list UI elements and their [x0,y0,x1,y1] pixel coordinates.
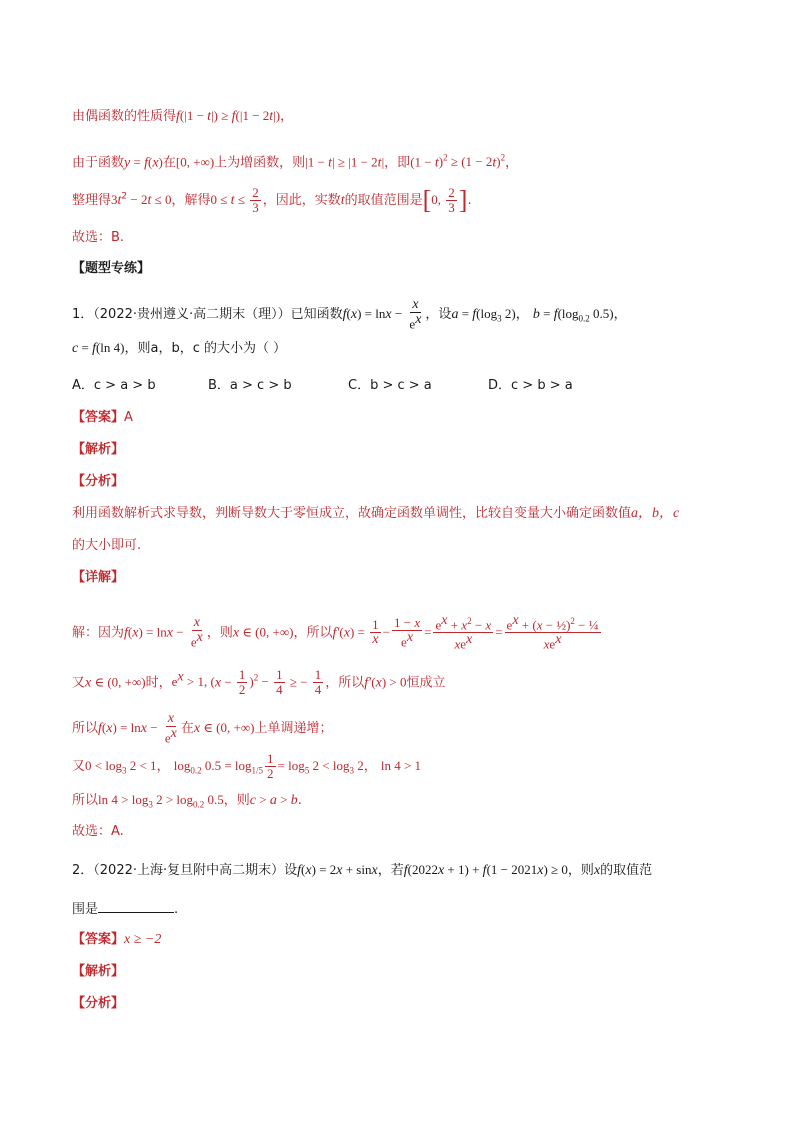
question-2-stem-cont: 围是 . [72,898,178,920]
option-c[interactable]: C．b > c > a [348,378,432,393]
question-1-stem: 1．（2022·贵州遵义·高二期末（理））已知函数f(x) = lnx − $\frac{x}{e^x}$ ，设$a = f(\log_3$ 2)， $b = f(\log_{0.2}$ 0.5)， [72,297,627,332]
detail-line-6: 故选：A. [72,824,124,839]
detail-line-3: 所以f(x) = lnx − $\frac{x}{e^x}$ 在x ∈ (0, +∞)上单调递增； [72,711,333,746]
fenxi-text: 利用函数解析式求导数，判断导数大于零恒成立，故确定函数单调性，比较自变量大小确定函数值a，b，c [72,506,680,521]
detail-line-5: 所以$\ln 4 > \log_3 2 > \log_{0.2} 0.5$，则c > a > b. [72,792,302,810]
text-line: 故选：B. [72,230,125,245]
detail-line-1: 解：因为f(x) = lnx − $\frac{x}{e^x}$ ，则x ∈ (0, +∞)，所以f′(x) = $\frac{1}{x}$ − $\frac{1 - x}{e^x}$ = $\frac{e^x + x^2 - x}{xe^x}$ = $\frac{e^x + (x - \frac{1}{2})^2 - \frac{1}{4}}{xe^x}$ [72,613,599,652]
fenxi-text-cont: 的大小即可. [72,538,142,553]
fenxi-label: 【分析】 [72,474,125,489]
detail-line-4: 又$0 < \log_3 2 < 1$， $\log_{0.2} 0.5 = \log_{1/5}$ $\frac{1}{2}$ = $\log_5 2 < \log_3 2$， ln 4 > 1 [72,751,422,781]
text-line: 由于函数y = f(x)在[0, +∞)上为增函数，则|1 − t| ≥ |1 − 2t|，即$(1 - t)^2 \ge (1 - 2t)^2$， [72,153,519,171]
q2-jiexi-label: 【解析】 [72,964,125,979]
xiangjie-label: 【详解】 [72,570,125,585]
option-d[interactable]: D．c > b > a [488,378,573,393]
text-line: 整理得$3t^2 - 2t \le 0$，解得0 ≤ t ≤ $\frac{2}{3}$ ，因此，实数t的取值范围是[0, $\frac{2}{3}$ ]. [72,185,472,215]
answer-line: 【答案】A [72,410,133,425]
detail-line-2: 又x ∈ (0, +∞)时，$e^x > 1$, (x − $\frac{1}{2}$ )$^2$ − $\frac{1}{4}$ ≥ − $\frac{1}{4}$ ，所以f′(x) > 0恒成立 [72,667,446,698]
option-a[interactable]: A．c > a > b [72,378,156,393]
section-title: 【题型专练】 [72,261,151,276]
question-2-stem: 2．（2022·上海·复旦附中高二期末）设f(x) = 2x + sinx，若f(2022x + 1) + f(1 − 2021x) ≥ 0，则x的取值范 [72,862,653,878]
jiexi-label: 【解析】 [72,442,125,457]
text-line: 由偶函数的性质得f(|1 − t|) ≥ f(|1 − 2t|)， [72,108,294,124]
option-b[interactable]: B．a > c > b [208,378,292,393]
q2-fenxi-label: 【分析】 [72,996,125,1011]
answer-blank[interactable] [98,898,174,913]
question-1-stem-cont: c = f(ln 4)，则a，b，c 的大小为（ ） [72,340,287,356]
q2-answer-line: 【答案】x ≥ −2 [72,932,162,947]
